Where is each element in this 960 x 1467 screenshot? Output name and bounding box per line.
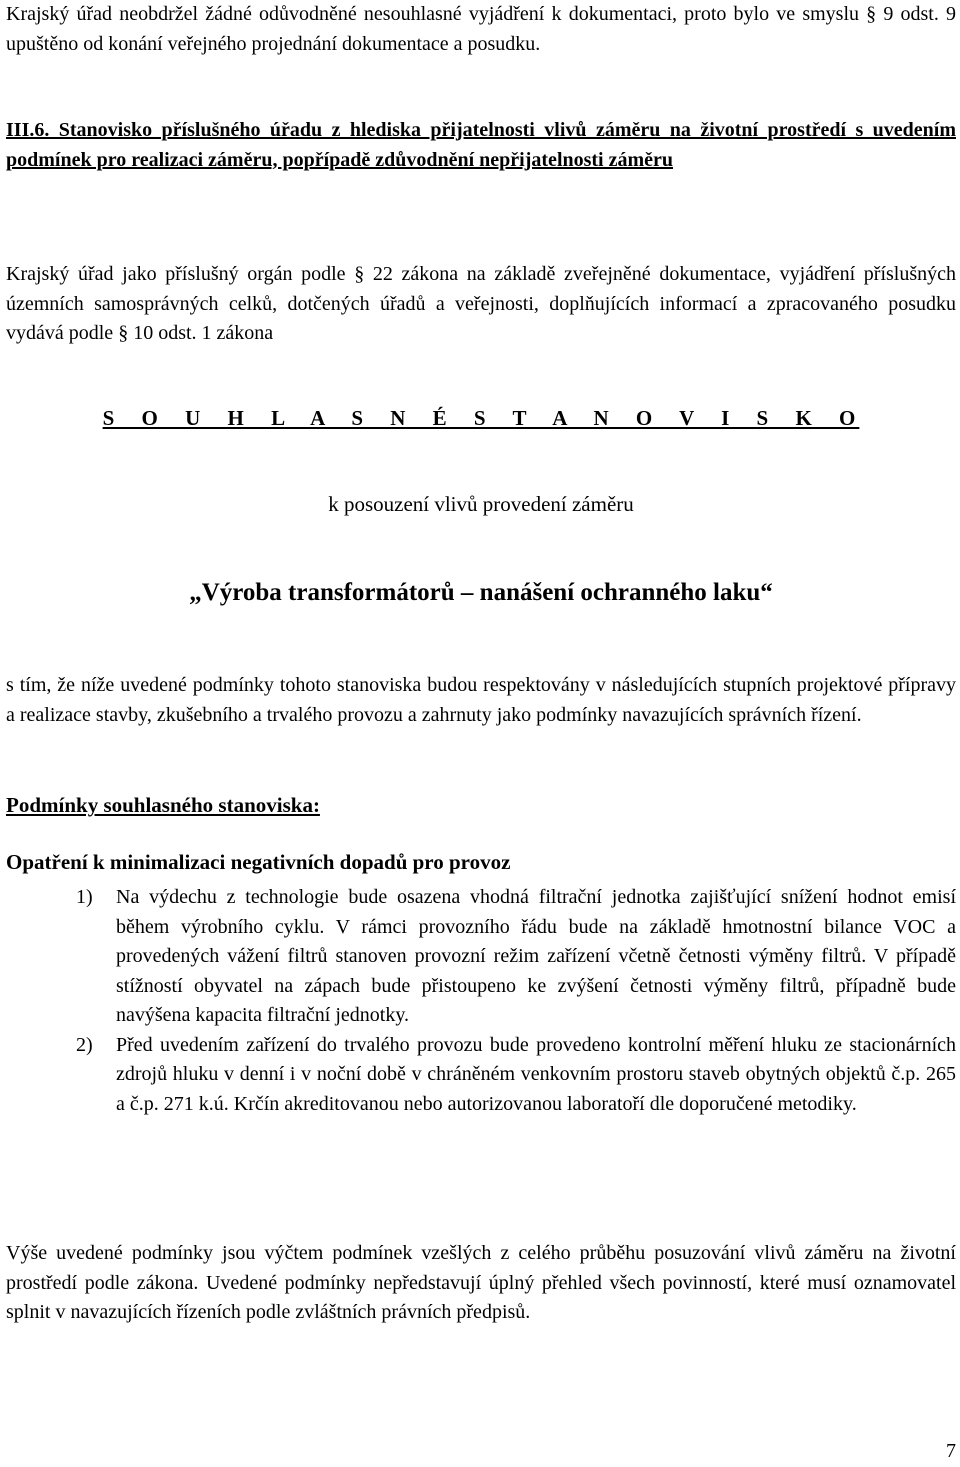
closing-paragraph: Výše uvedené podmínky jsou výčtem podmínek vzešlých z celého průběhu posuzování vlivů záměru na životní prostředí podle zákona. Uvedené podmínky nepředstavují úplný přehled všech povinností, které musí oznamovatel splnit v navazujících řízeních podle zvláštních právních předpisů.: [6, 1242, 956, 1323]
list-item: [6, 883, 956, 1031]
list-item: [6, 1031, 956, 1120]
body-paragraph-authority: Krajský úřad jako příslušný orgán podle § 22 zákona na základě zveřejněné dokumentace, vyjádření příslušných územních samosprávných celků, dotčených úřadů a veřejnosti, doplňujících informací a zpracovaného posudku vydává podle § 10 odst. 1 zákona: [6, 263, 956, 344]
body-paragraph-conditions-intro: s tím, že níže uvedené podmínky tohoto stanoviska budou respektovány v následujících stupních projektové přípravy a realizace stavby, zkušebního a trvalého provozu a zahrnuty jako podmínky navazujících správních řízení.: [6, 674, 956, 726]
measures-heading: Opatření k minimalizaci negativních dopadů pro provoz: [6, 850, 511, 874]
decision-title: S O U H L A S N É S T A N O V I S K O: [102, 406, 860, 430]
section-heading: III.6. Stanovisko příslušného úřadu z hlediska přijatelnosti vlivů záměru na životní prostředí s uvedením podmínek pro realizaci záměru, popřípadě zdůvodnění nepřijatelnosti záměru: [6, 119, 956, 171]
list-item-number: 2): [76, 1033, 93, 1056]
intro-paragraph: Krajský úřad neobdržel žádné odůvodněné nesouhlasné vyjádření k dokumentaci, proto bylo ve smyslu § 9 odst. 9 upuštěno od konání veřejného projednání dokumentace a posudku.: [6, 3, 956, 55]
project-name: „Výroba transformátorů – nanášení ochranného laku“: [189, 579, 773, 606]
conditions-heading: Podmínky souhlasného stanoviska:: [6, 793, 320, 817]
page-number: 7: [946, 1440, 956, 1462]
list-item-text: Před uvedením zařízení do trvalého provozu bude provedeno kontrolní měření hluku ze stacionárních zdrojů hluku v denní i v noční době v chráněném venkovním prostoru staveb obytných objektů č.p. 265 a č.p. 271 k.ú. Krčín akreditovanou nebo autorizovanou laboratoří dle doporučené metodiky.: [116, 1033, 956, 1115]
decision-subtitle: k posouzení vlivů provedení záměru: [328, 492, 634, 516]
list-item-text: Na výdechu z technologie bude osazena vhodná filtrační jednotka zajišťující snížení hodnot emisí během výrobního cyklu. V rámci provozního řádu bude na základě hmotnostní bilance VOC a provedených vážení filtrů stanoven provozní režim zařízení včetně četnosti výměny filtrů. V případě stížností obyvatel na zápach bude přistoupeno ke zvýšení četnosti výměny filtrů, případně bude navýšena kapacita filtrační jednotky.: [116, 886, 956, 1026]
list-item-number: 1): [76, 886, 93, 908]
conditions-list: [6, 883, 956, 1119]
